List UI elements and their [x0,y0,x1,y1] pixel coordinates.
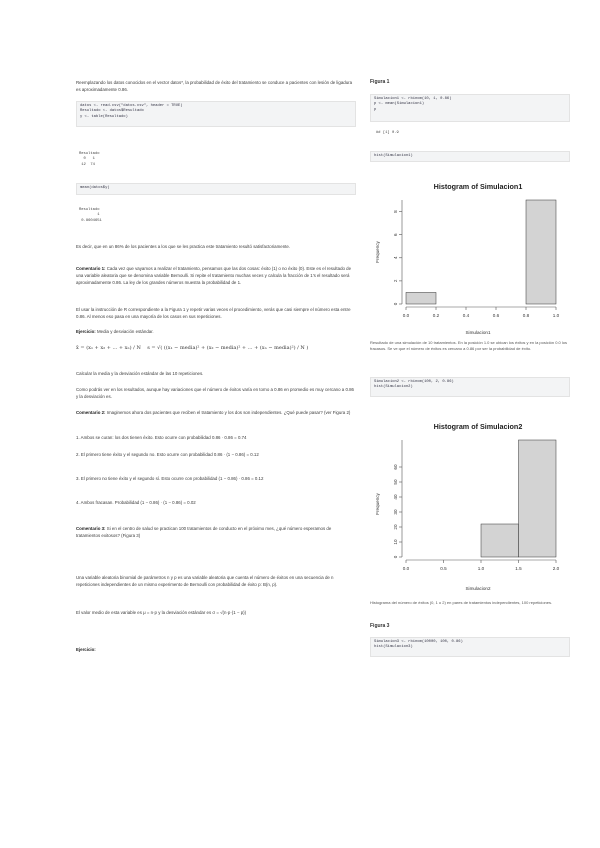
comentario-3-text: Si en el centro de salud se practican 100 tratamientos de conducto en el próximo mes, ¿qué número esperamos de tratamientos exitosos? (Figura 3) [76,526,332,538]
y-tick-label: 10 [393,539,398,545]
ejercicio-2-label: Ejercicio: [76,647,96,652]
output-table-resultado: Resultado 0 1 12 74 [79,152,100,167]
y-tick-label: 8 [393,210,398,213]
paragraph-repeticiones: El usar la instrucción de R correspondiente a la Figura 1 y repetir varias veces el procedimiento, verás que casi siempre el número esta entre 0.86. Al menos eso pasa en una mayoría de los casos en sus repeticiones. [76,307,351,319]
comentario-2 [76,409,356,416]
outcome-item-2: 2. El primero tiene éxito y el segundo no. Esto ocurre con probabilidad 0.86 · (1 − 0.86) = 0.12 [76,452,259,457]
x-tick-label: 0.0 [402,566,410,571]
x-tick-label: 0.8 [522,313,530,318]
paragraph-media-binomial: El valor medio de esta variable es μ = n·p y la desviación estándar es σ = √(n·p·(1 − p)) [76,610,247,615]
comentario-1-text: Cada vez que vayamos a realizar el tratamiento, pensamos que las dos cosas: éxito (1) o no éxito (0). Este es el resultado de una variable aleatoria que se denomina variable Bernoulli. Si repite el tratamiento muchas veces y calcula la fracción de 1's el resultado será aproximadamente 0.86. La ley de los grandes números muestra la probabilidad de 1. [76,266,352,285]
y-tick-label: 60 [393,464,398,470]
comentario-3-label: Comentario 3: [76,526,106,531]
y-tick-label: 0 [393,302,398,306]
x-tick-label: 0.0 [402,313,410,318]
code-block-simulacion1[interactable]: Simulacion1 <- rbinom(10, 1, 0.86) p <- mean(Simulacion1) p [370,94,570,122]
x-tick-label: 0.4 [462,313,470,318]
paragraph-calcular: Calcular la media y la desviación estándar de las 10 repeticiones. [76,371,204,376]
ejercicio-1 [76,328,356,335]
histogram-1-ylabel: Frequency [375,241,380,263]
code-block-read-data[interactable]: datos <- read.csv("datos.csv", header = TRUE) Resultado <- datos$Resultado y <- table(Resultado) [76,101,356,127]
y-tick-label: 4 [393,256,398,260]
code-block-simulacion3[interactable]: Simulacion3 <- rbinom(10000, 100, 0.86) hist(Simulacion3) [370,637,570,657]
x-tick-label: 0.2 [432,313,440,318]
comentario-1-label: Comentario 1: [76,266,106,271]
y-tick-label: 20 [393,524,398,530]
outcome-item-1: 1. Ambos se curan: los dos tienen éxito. Esto ocurre con probabilidad 0.86 · 0.86 = 0.74 [76,435,247,440]
histogram-bar-0.0-0.2 [406,292,436,304]
figure-3-label: Figura 3 [370,623,390,629]
histogram-2-ylabel: Frequency [375,493,380,515]
outcome-item-4: 4. Ambos fracasan. Probabilidad (1 − 0.86) · (1 − 0.86) = 0.02 [76,500,196,505]
x-tick-label: 1.0 [477,566,485,571]
formula-row [76,345,356,351]
code-block-hist1[interactable]: hist(Simulacion1) [370,151,570,162]
comentario-2-text: Imaginemos ahora dos pacientes que reciben el tratamiento y los dos son independientes. ¿Qué puede pasar? (ver Figura 2) [106,410,351,415]
output-simulacion1: ## [1] 0.9 [376,131,399,135]
ejercicio-1-text: Media y desviación estándar. [97,329,154,334]
ejercicio-1-label: Ejercicio: [76,329,96,334]
y-tick-label: 2 [393,279,398,283]
y-tick-label: 30 [393,509,398,515]
histogram-simulacion1 [368,170,572,338]
histogram-bar-0.8-1.0 [526,200,556,304]
histogram-simulacion2 [368,410,572,598]
comentario-1 [76,265,356,286]
figure-2-caption: Histograma del número de éxitos (0, 1 o 2) en pares de tratamientos independientes, 100 repeticiones. [370,600,553,605]
histogram-bar-1.0-1.5 [481,524,519,557]
y-tick-label: 0 [393,555,398,559]
x-tick-label: 1.5 [515,566,522,571]
y-tick-label: 50 [393,479,398,485]
intro-paragraph: Reemplazando los datos conocidos en el vector datos*, la probabilidad de éxito del tratamiento se conduce a pacientes con lesión de ligadura es aproximadamente 0.86. [76,80,353,92]
code-block-simulacion2[interactable]: Simulacion2 <- rbinom(100, 2, 0.86) hist(Simulacion2) [370,377,570,397]
output-mean: Resultado 1 0.8604651 [79,208,102,223]
figure-1-caption: Resultado de una simulación de 10 tratamientos. En la posición 1.0 se ubican los éxitos y en la posición 0.0 los fracasos. Se ve que el número de éxitos es cercano a 0.86 por ser la probabilidad de éxito. [370,340,568,351]
paragraph-promedio: Como podrás ver en los resultados, aunque hay variaciones que el número de éxitos varía en torno a 0.86 en promedio es muy cercano a 0.86 y la desviación es. [76,387,354,399]
histogram-2-title: Histogram of Simulacion2 [433,422,523,431]
outcome-item-3: 3. El primero no tiene éxito y el segundo sí. Esto ocurre con probabilidad (1 − 0.86) · 0.86 = 0.12 [76,476,264,481]
formula-std: s = √( ((x₁ − media)² + (x₂ − media)² + ... + (xₙ − media)²) / N ) [147,345,309,351]
y-tick-label: 6 [393,233,398,236]
y-tick-label: 40 [393,494,398,500]
histogram-1-xlabel: Simulacion1 [465,330,491,335]
x-tick-label: 2.0 [552,566,560,571]
histogram-bar-1.5-2.0 [519,440,557,557]
formula-mean: x̄ = (x₁ + x₂ + ... + xₙ) / N [76,345,141,351]
code-block-mean[interactable]: mean(datos$y) [76,183,356,195]
paragraph-86-percent: Es decir, que en un 86% de los pacientes a los que se les practica este tratamiento resultó satisfactoriamente. [76,244,291,249]
figure-1-label: Figura 1 [370,79,390,85]
histogram-2-xlabel: Simulacion2 [465,586,491,591]
comentario-3 [76,525,356,539]
x-tick-label: 0.5 [440,566,447,571]
paragraph-binomial: Una variable aleatoria binomial de parámetros n y p es una variable aleatoria que cuenta el número de éxitos en una secuencia de n repeticiones independientes de un mismo experimento de Bernoulli con probabilidad de éxito p: B(n, p). [76,575,334,587]
x-tick-label: 1.0 [552,313,560,318]
comentario-2-label: Comentario 2: [76,410,106,415]
x-tick-label: 0.6 [492,313,500,318]
histogram-1-title: Histogram of Simulacion1 [433,182,523,191]
